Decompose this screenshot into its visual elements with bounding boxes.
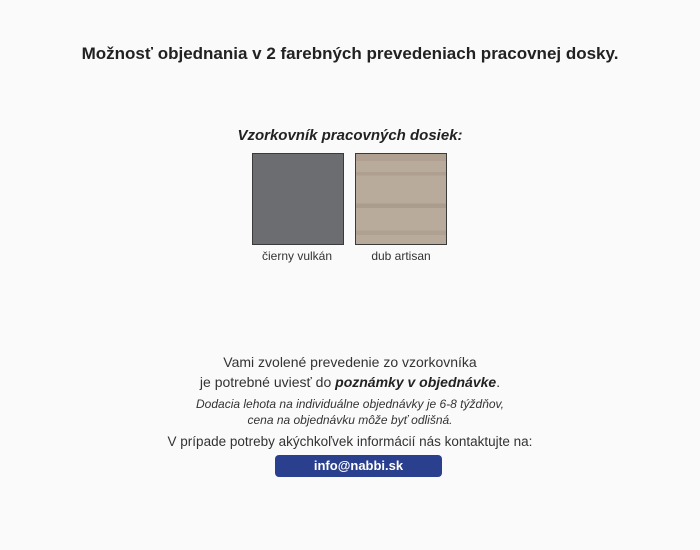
page-title: Možnosť objednania v 2 farebných prevedeniach pracovnej dosky. (81, 44, 619, 63)
swatch-label-cierny-vulkan: čierny vulkán (261, 249, 333, 263)
swatch-cierny-vulkan (252, 153, 344, 245)
swatch-dub-artisan (355, 153, 447, 245)
info-line-2-prefix: je potrebné uviesť do (199, 374, 336, 390)
order-note-emphasis: poznámky v objednávke (335, 374, 497, 390)
info-line-1: Vami zvolené prevedenie zo vzorkovníka (223, 354, 477, 370)
info-line-2-suffix: . (496, 374, 501, 390)
delivery-time-note: Dodacia lehota na individuálne objednávky je 6-8 týždňov, (196, 397, 504, 411)
swatches-heading: Vzorkovník pracovných dosiek: (237, 127, 463, 144)
info-line-2 (0, 374, 700, 390)
email-contact-button[interactable]: info@nabbi.sk (275, 455, 442, 477)
swatch-label-dub-artisan: dub artisan (371, 249, 431, 263)
contact-prompt: V prípade potreby akýchkoľvek informácií nás kontaktujte na: (167, 434, 533, 449)
price-note: cena na objednávku môže byť odlišná. (247, 413, 453, 427)
